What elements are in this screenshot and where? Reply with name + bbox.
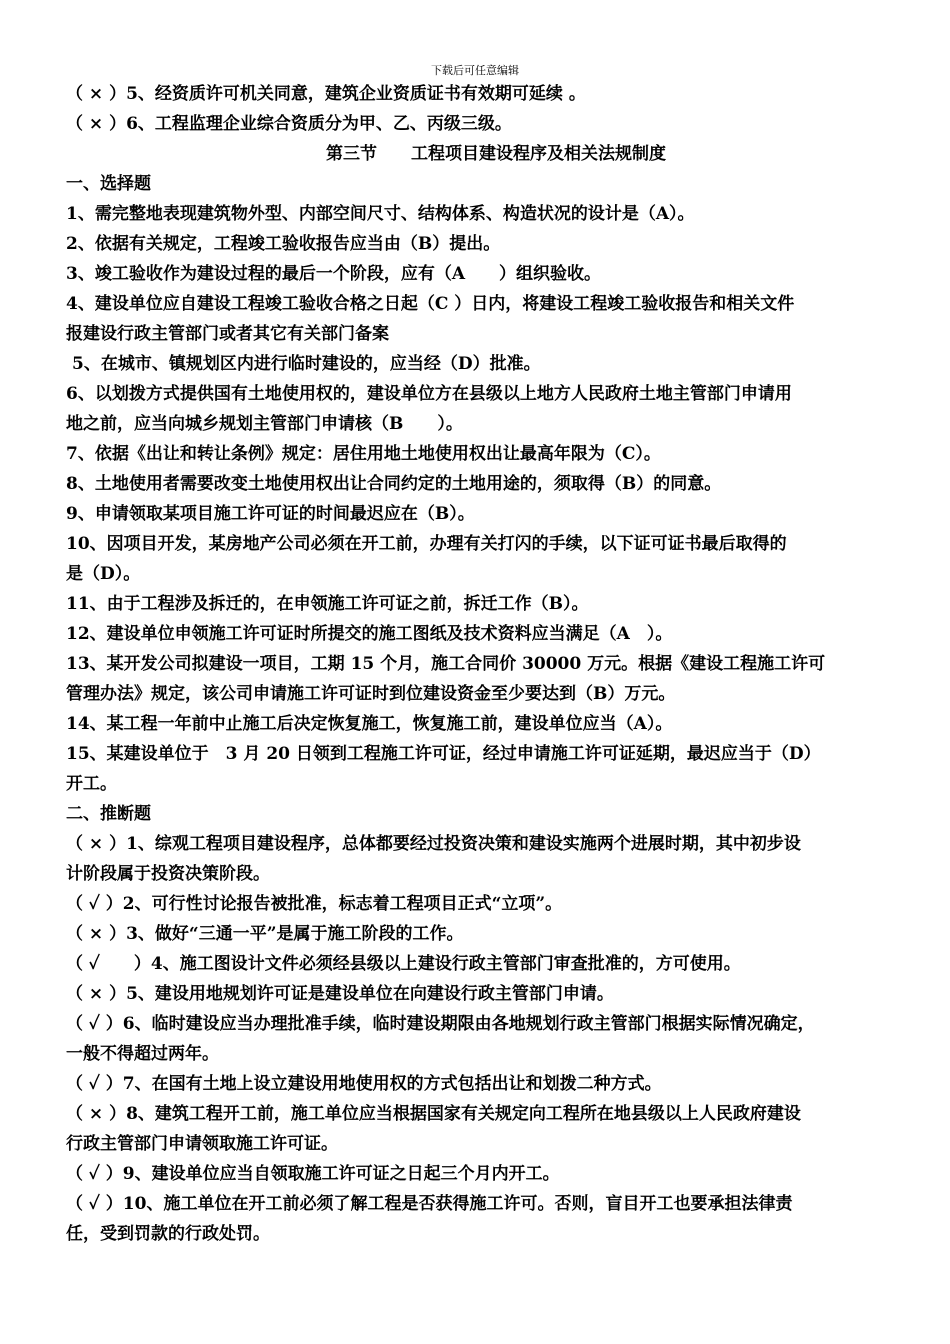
text-line: （ ✓ ）9、建设单位应当自领取施工许可证之日起三个月内开工。 bbox=[66, 1164, 560, 1184]
text-line: （ × ）5、经资质许可机关同意，建筑企业资质证书有效期可延续 。 bbox=[66, 84, 586, 104]
text-line: 15、某建设单位于 3 月 20 日领到工程施工许可证，经过申请施工许可证延期，最迟应当于（D） bbox=[66, 744, 821, 764]
text-line: 10、因项目开发，某房地产公司必须在开工前，办理有关打闪的手续，以下证可证书最后取得的 bbox=[66, 534, 787, 554]
text-line: 5、在城市、镇规划区内进行临时建设的，应当经（D）批准。 bbox=[72, 354, 541, 374]
text-line: 1、需完整地表现建筑物外型、内部空间尺寸、结构体系、构造状况的设计是（A）。 bbox=[66, 204, 695, 224]
text-line: 开工。 bbox=[66, 774, 117, 794]
text-line: 6、以划拨方式提供国有土地使用权的，建设单位方在县级以上地方人民政府土地主管部门申请用 bbox=[66, 384, 792, 404]
text-line: 3、竣工验收作为建设过程的最后一个阶段，应有（A ）组织验收。 bbox=[66, 264, 602, 284]
text-line: （ ✓ ）2、可行性讨论报告被批准，标志着工程项目正式“立项”。 bbox=[66, 894, 563, 914]
text-line: 管理办法》规定，该公司申请施工许可证时到位建设资金至少要达到（B）万元。 bbox=[66, 684, 676, 704]
text-line: （ × ）3、做好“三通一平”是属于施工阶段的工作。 bbox=[66, 924, 464, 944]
section-title: 第三节 工程项目建设程序及相关法规制度 bbox=[326, 144, 666, 164]
text-line: （ ✓ ）10、施工单位在开工前必须了解工程是否获得施工许可。否则，盲目开工也要承担法律责 bbox=[66, 1194, 793, 1214]
text-line: 任，受到罚款的行政处罚。 bbox=[66, 1224, 270, 1244]
text-line: 计阶段属于投资决策阶段。 bbox=[66, 864, 270, 884]
text-line: 2、依据有关规定，工程竣工验收报告应当由（B）提出。 bbox=[66, 234, 501, 254]
text-line: 是（D）。 bbox=[66, 564, 141, 584]
text-line: 7、依据《出让和转让条例》规定：居住用地土地使用权出让最高年限为（C）。 bbox=[66, 444, 661, 464]
text-line: 8、土地使用者需要改变土地使用权出让合同约定的土地用途的，须取得（B）的同意。 bbox=[66, 474, 722, 494]
text-line: 4、建设单位应自建设工程竣工验收合格之日起（C ）日内，将建设工程竣工验收报告和相关文件 bbox=[66, 294, 795, 314]
text-line: 14、某工程一年前中止施工后决定恢复施工，恢复施工前，建设单位应当（A）。 bbox=[66, 714, 673, 734]
text-line: 地之前，应当向城乡规划主管部门申请核（B ）。 bbox=[66, 414, 463, 434]
text-line: 二、推断题 bbox=[66, 804, 151, 824]
text-line: （ × ）8、建筑工程开工前，施工单位应当根据国家有关规定向工程所在地县级以上人民政府建设 bbox=[66, 1104, 801, 1124]
text-line: 一、选择题 bbox=[66, 174, 151, 194]
text-line: 一般不得超过两年。 bbox=[66, 1044, 219, 1064]
text-line: （ ✓ ）4、施工图设计文件必须经县级以上建设行政主管部门审查批准的，方可使用。 bbox=[66, 954, 741, 974]
text-line: 报建设行政主管部门或者其它有关部门备案 bbox=[66, 324, 389, 344]
header-note: 下载后可任意编辑 bbox=[431, 64, 519, 77]
text-line: 行政主管部门申请领取施工许可证。 bbox=[66, 1134, 338, 1154]
text-line: 13、某开发公司拟建设一项目，工期 15 个月，施工合同价 30000 万元。根据《建设工程施工许可 bbox=[66, 654, 826, 674]
text-line: （ ✓ ）7、在国有土地上设立建设用地使用权的方式包括出让和划拨二种方式。 bbox=[66, 1074, 662, 1094]
text-line: 12、建设单位申领施工许可证时所提交的施工图纸及技术资料应当满足（A ）。 bbox=[66, 624, 673, 644]
text-line: （ × ）1、综观工程项目建设程序，总体都要经过投资决策和建设实施两个进展时期，其中初步设 bbox=[66, 834, 801, 854]
text-line: （ × ）6、工程监理企业综合资质分为甲、乙、丙级三级。 bbox=[66, 114, 512, 134]
text-line: （ × ）5、建设用地规划许可证是建设单位在向建设行政主管部门申请。 bbox=[66, 984, 614, 1004]
document-body bbox=[66, 79, 886, 1249]
text-line: 9、申请领取某项目施工许可证的时间最迟应在（B）。 bbox=[66, 504, 475, 524]
text-line: （ ✓ ）6、临时建设应当办理批准手续，临时建设期限由各地规划行政主管部门根据实际情况确定， bbox=[66, 1014, 815, 1034]
text-line: 11、由于工程涉及拆迁的，在申领施工许可证之前，拆迁工作（B）。 bbox=[66, 594, 589, 614]
